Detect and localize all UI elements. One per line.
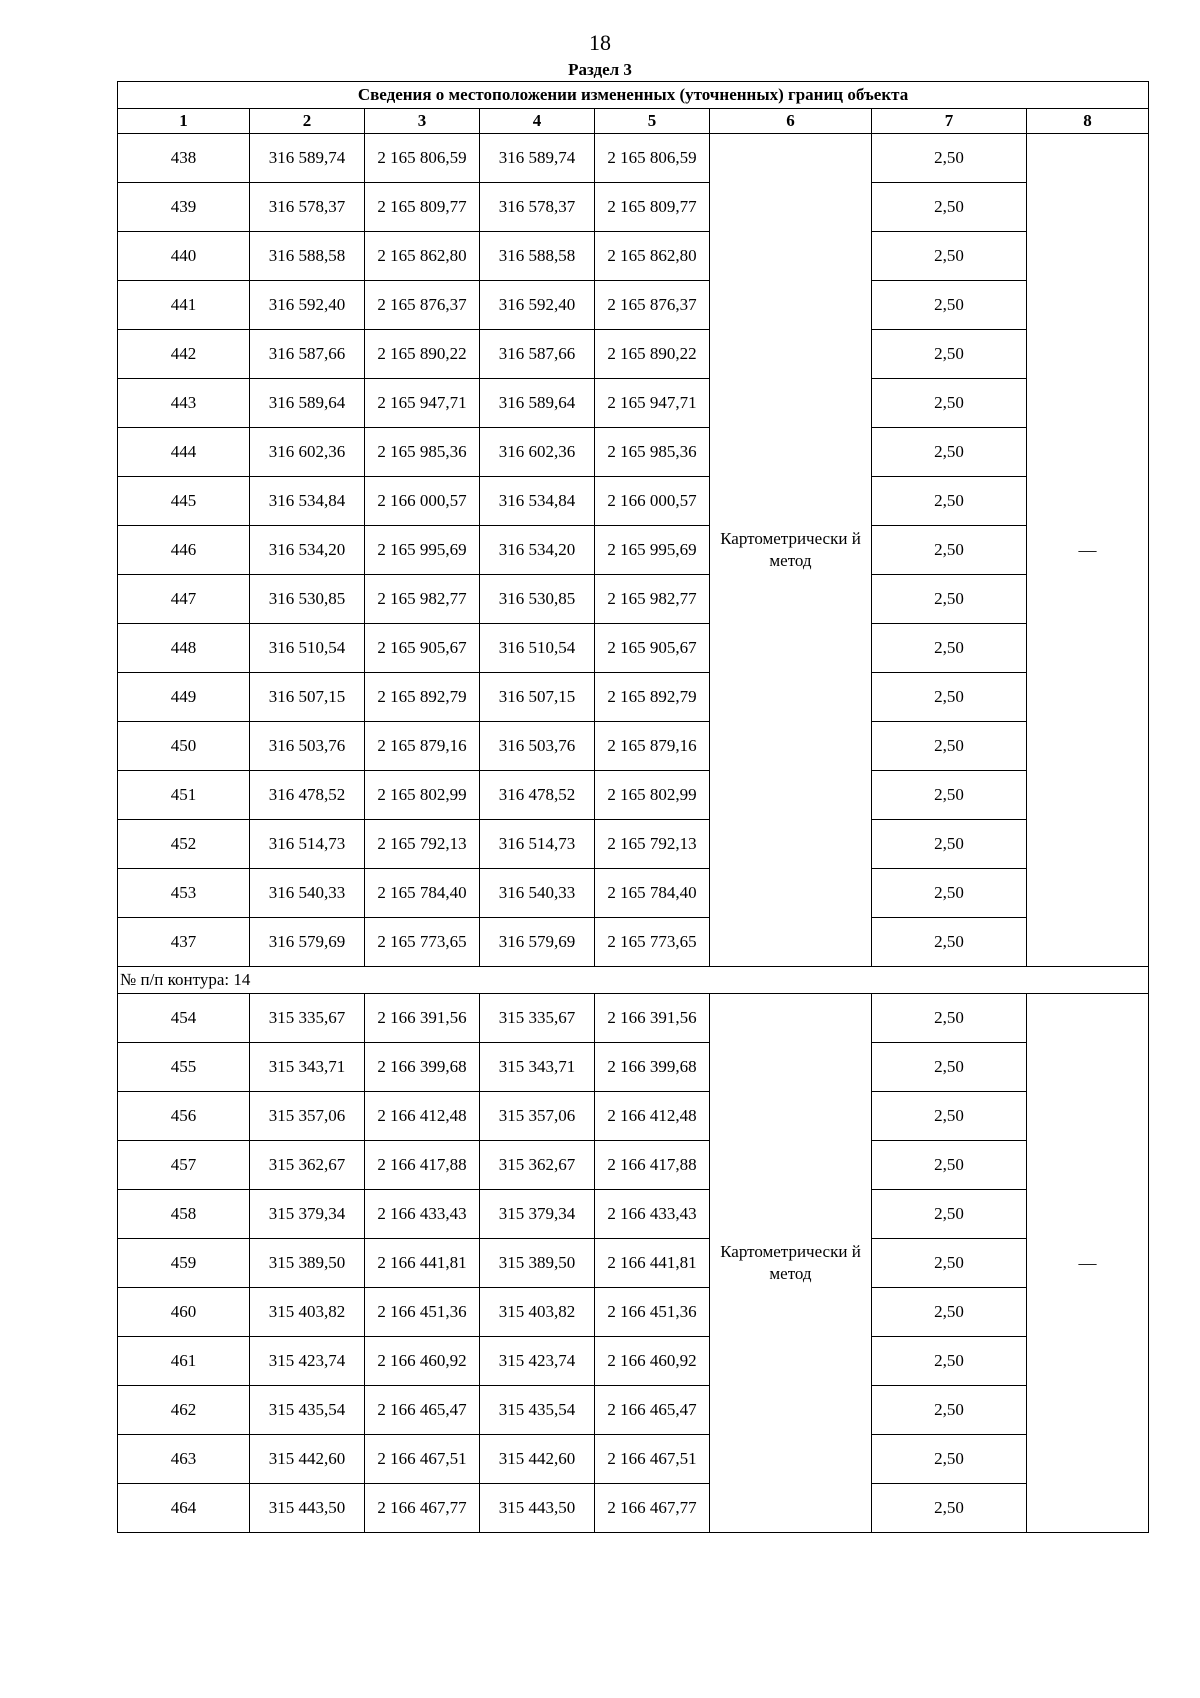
column-number: 3 [365,109,480,134]
y-coordinate-cell: 2 166 412,48 [595,1092,710,1141]
x-coordinate-cell: 315 403,82 [480,1288,595,1337]
y-coordinate-cell: 2 165 995,69 [365,526,480,575]
accuracy-cell: 2,50 [872,624,1027,673]
table-row [118,1435,1149,1484]
table-row [118,232,1149,281]
point-number-cell: 442 [118,330,250,379]
accuracy-cell: 2,50 [872,994,1027,1043]
table-row [118,918,1149,967]
x-coordinate-cell: 316 578,37 [250,183,365,232]
x-coordinate-cell: 316 503,76 [250,722,365,771]
table-row [118,673,1149,722]
table-row [118,526,1149,575]
table-row [118,1484,1149,1533]
y-coordinate-cell: 2 165 784,40 [365,869,480,918]
x-coordinate-cell: 316 540,33 [480,869,595,918]
table-row [118,722,1149,771]
y-coordinate-cell: 2 166 451,36 [365,1288,480,1337]
y-coordinate-cell: 2 165 890,22 [595,330,710,379]
x-coordinate-cell: 316 602,36 [480,428,595,477]
y-coordinate-cell: 2 166 000,57 [595,477,710,526]
x-coordinate-cell: 315 423,74 [480,1337,595,1386]
point-number-cell: 459 [118,1239,250,1288]
x-coordinate-cell: 316 510,54 [480,624,595,673]
x-coordinate-cell: 316 510,54 [250,624,365,673]
column-8-cell: — [1027,994,1149,1533]
x-coordinate-cell: 315 357,06 [480,1092,595,1141]
x-coordinate-cell: 315 442,60 [480,1435,595,1484]
point-number-cell: 464 [118,1484,250,1533]
point-number-cell: 458 [118,1190,250,1239]
x-coordinate-cell: 315 343,71 [480,1043,595,1092]
y-coordinate-cell: 2 165 995,69 [595,526,710,575]
accuracy-cell: 2,50 [872,1386,1027,1435]
x-coordinate-cell: 315 435,54 [250,1386,365,1435]
x-coordinate-cell: 315 442,60 [250,1435,365,1484]
accuracy-cell: 2,50 [872,428,1027,477]
x-coordinate-cell: 316 540,33 [250,869,365,918]
table-row [118,330,1149,379]
y-coordinate-cell: 2 165 947,71 [595,379,710,428]
point-number-cell: 446 [118,526,250,575]
y-coordinate-cell: 2 165 879,16 [365,722,480,771]
table-row [118,994,1149,1043]
point-number-cell: 454 [118,994,250,1043]
table-row [118,869,1149,918]
boundary-coordinates-table [117,81,1149,1533]
x-coordinate-cell: 315 362,67 [480,1141,595,1190]
y-coordinate-cell: 2 166 465,47 [365,1386,480,1435]
point-number-cell: 439 [118,183,250,232]
point-number-cell: 455 [118,1043,250,1092]
y-coordinate-cell: 2 165 890,22 [365,330,480,379]
column-number: 7 [872,109,1027,134]
y-coordinate-cell: 2 165 862,80 [365,232,480,281]
accuracy-cell: 2,50 [872,673,1027,722]
y-coordinate-cell: 2 165 905,67 [365,624,480,673]
x-coordinate-cell: 315 379,34 [480,1190,595,1239]
point-number-cell: 445 [118,477,250,526]
y-coordinate-cell: 2 165 876,37 [365,281,480,330]
y-coordinate-cell: 2 165 892,79 [365,673,480,722]
y-coordinate-cell: 2 166 467,51 [595,1435,710,1484]
x-coordinate-cell: 316 514,73 [480,820,595,869]
point-number-cell: 456 [118,1092,250,1141]
point-number-cell: 437 [118,918,250,967]
x-coordinate-cell: 316 578,37 [480,183,595,232]
y-coordinate-cell: 2 166 441,81 [365,1239,480,1288]
x-coordinate-cell: 315 335,67 [250,994,365,1043]
table-row [118,281,1149,330]
point-number-cell: 463 [118,1435,250,1484]
y-coordinate-cell: 2 166 465,47 [595,1386,710,1435]
x-coordinate-cell: 316 589,74 [250,134,365,183]
y-coordinate-cell: 2 166 467,77 [365,1484,480,1533]
y-coordinate-cell: 2 165 862,80 [595,232,710,281]
y-coordinate-cell: 2 166 412,48 [365,1092,480,1141]
y-coordinate-cell: 2 166 399,68 [595,1043,710,1092]
accuracy-cell: 2,50 [872,477,1027,526]
y-coordinate-cell: 2 165 792,13 [365,820,480,869]
y-coordinate-cell: 2 166 417,88 [365,1141,480,1190]
y-coordinate-cell: 2 165 806,59 [365,134,480,183]
point-number-cell: 438 [118,134,250,183]
x-coordinate-cell: 316 579,69 [480,918,595,967]
table-row [118,1092,1149,1141]
x-coordinate-cell: 316 589,64 [250,379,365,428]
table-row [118,428,1149,477]
y-coordinate-cell: 2 166 460,92 [595,1337,710,1386]
point-number-cell: 462 [118,1386,250,1435]
accuracy-cell: 2,50 [872,379,1027,428]
y-coordinate-cell: 2 165 773,65 [595,918,710,967]
point-number-cell: 460 [118,1288,250,1337]
x-coordinate-cell: 315 335,67 [480,994,595,1043]
table-row [118,1337,1149,1386]
y-coordinate-cell: 2 165 982,77 [365,575,480,624]
x-coordinate-cell: 316 589,64 [480,379,595,428]
table-row [118,379,1149,428]
accuracy-cell: 2,50 [872,1092,1027,1141]
accuracy-cell: 2,50 [872,918,1027,967]
x-coordinate-cell: 315 362,67 [250,1141,365,1190]
y-coordinate-cell: 2 165 784,40 [595,869,710,918]
page-number: 18 [589,30,611,55]
x-coordinate-cell: 316 602,36 [250,428,365,477]
table-row [118,820,1149,869]
x-coordinate-cell: 316 534,20 [480,526,595,575]
point-number-cell: 444 [118,428,250,477]
accuracy-cell: 2,50 [872,1435,1027,1484]
point-number-cell: 461 [118,1337,250,1386]
x-coordinate-cell: 316 534,84 [480,477,595,526]
table-row [118,624,1149,673]
x-coordinate-cell: 315 389,50 [250,1239,365,1288]
point-number-cell: 449 [118,673,250,722]
column-number: 2 [250,109,365,134]
x-coordinate-cell: 316 530,85 [480,575,595,624]
point-number-cell: 457 [118,1141,250,1190]
point-number-cell: 452 [118,820,250,869]
table-body [118,134,1149,1533]
table-row [118,1141,1149,1190]
x-coordinate-cell: 315 443,50 [250,1484,365,1533]
point-number-cell: 451 [118,771,250,820]
accuracy-cell: 2,50 [872,1043,1027,1092]
column-number-row [118,109,1149,134]
point-number-cell: 450 [118,722,250,771]
x-coordinate-cell: 316 534,20 [250,526,365,575]
accuracy-cell: 2,50 [872,1190,1027,1239]
y-coordinate-cell: 2 165 985,36 [595,428,710,477]
y-coordinate-cell: 2 166 391,56 [595,994,710,1043]
y-coordinate-cell: 2 165 879,16 [595,722,710,771]
method-cell: Картометрически й метод [710,994,872,1533]
table-caption: Сведения о местоположении измененных (уточненных) границ объекта [118,82,1149,109]
y-coordinate-cell: 2 165 809,77 [365,183,480,232]
y-coordinate-cell: 2 165 947,71 [365,379,480,428]
column-number: 6 [710,109,872,134]
y-coordinate-cell: 2 165 802,99 [365,771,480,820]
x-coordinate-cell: 316 478,52 [250,771,365,820]
column-number: 5 [595,109,710,134]
table-row [118,1239,1149,1288]
accuracy-cell: 2,50 [872,1239,1027,1288]
y-coordinate-cell: 2 165 773,65 [365,918,480,967]
point-number-cell: 448 [118,624,250,673]
accuracy-cell: 2,50 [872,771,1027,820]
contour-row [118,967,1149,994]
x-coordinate-cell: 315 443,50 [480,1484,595,1533]
accuracy-cell: 2,50 [872,820,1027,869]
accuracy-cell: 2,50 [872,575,1027,624]
table-row [118,134,1149,183]
x-coordinate-cell: 316 514,73 [250,820,365,869]
x-coordinate-cell: 315 357,06 [250,1092,365,1141]
x-coordinate-cell: 316 592,40 [480,281,595,330]
y-coordinate-cell: 2 165 792,13 [595,820,710,869]
method-cell: Картометрически й метод [710,134,872,967]
y-coordinate-cell: 2 166 467,51 [365,1435,480,1484]
y-coordinate-cell: 2 165 802,99 [595,771,710,820]
accuracy-cell: 2,50 [872,722,1027,771]
y-coordinate-cell: 2 165 809,77 [595,183,710,232]
accuracy-cell: 2,50 [872,1484,1027,1533]
point-number-cell: 453 [118,869,250,918]
table-row [118,771,1149,820]
accuracy-cell: 2,50 [872,232,1027,281]
x-coordinate-cell: 315 379,34 [250,1190,365,1239]
x-coordinate-cell: 316 579,69 [250,918,365,967]
y-coordinate-cell: 2 166 433,43 [365,1190,480,1239]
x-coordinate-cell: 316 507,15 [480,673,595,722]
y-coordinate-cell: 2 166 441,81 [595,1239,710,1288]
y-coordinate-cell: 2 165 982,77 [595,575,710,624]
x-coordinate-cell: 316 587,66 [480,330,595,379]
x-coordinate-cell: 315 435,54 [480,1386,595,1435]
x-coordinate-cell: 316 478,52 [480,771,595,820]
y-coordinate-cell: 2 165 892,79 [595,673,710,722]
x-coordinate-cell: 315 389,50 [480,1239,595,1288]
y-coordinate-cell: 2 166 391,56 [365,994,480,1043]
point-number-cell: 440 [118,232,250,281]
column-8-cell: — [1027,134,1149,967]
x-coordinate-cell: 316 589,74 [480,134,595,183]
table-row [118,477,1149,526]
x-coordinate-cell: 315 343,71 [250,1043,365,1092]
accuracy-cell: 2,50 [872,1337,1027,1386]
accuracy-cell: 2,50 [872,281,1027,330]
x-coordinate-cell: 316 503,76 [480,722,595,771]
y-coordinate-cell: 2 166 460,92 [365,1337,480,1386]
y-coordinate-cell: 2 166 433,43 [595,1190,710,1239]
y-coordinate-cell: 2 165 806,59 [595,134,710,183]
y-coordinate-cell: 2 166 451,36 [595,1288,710,1337]
accuracy-cell: 2,50 [872,330,1027,379]
x-coordinate-cell: 315 423,74 [250,1337,365,1386]
table-row [118,1043,1149,1092]
accuracy-cell: 2,50 [872,134,1027,183]
x-coordinate-cell: 316 588,58 [480,232,595,281]
x-coordinate-cell: 316 587,66 [250,330,365,379]
y-coordinate-cell: 2 166 000,57 [365,477,480,526]
y-coordinate-cell: 2 165 985,36 [365,428,480,477]
x-coordinate-cell: 316 534,84 [250,477,365,526]
x-coordinate-cell: 316 507,15 [250,673,365,722]
y-coordinate-cell: 2 166 467,77 [595,1484,710,1533]
y-coordinate-cell: 2 165 905,67 [595,624,710,673]
section-title: Раздел 3 [568,60,632,79]
x-coordinate-cell: 316 530,85 [250,575,365,624]
column-number: 1 [118,109,250,134]
accuracy-cell: 2,50 [872,869,1027,918]
x-coordinate-cell: 315 403,82 [250,1288,365,1337]
table-row [118,1288,1149,1337]
point-number-cell: 447 [118,575,250,624]
table-row [118,1386,1149,1435]
accuracy-cell: 2,50 [872,1288,1027,1337]
contour-label: № п/п контура: 14 [118,967,1149,994]
column-number: 4 [480,109,595,134]
y-coordinate-cell: 2 166 399,68 [365,1043,480,1092]
x-coordinate-cell: 316 588,58 [250,232,365,281]
table-row [118,575,1149,624]
point-number-cell: 443 [118,379,250,428]
x-coordinate-cell: 316 592,40 [250,281,365,330]
accuracy-cell: 2,50 [872,183,1027,232]
y-coordinate-cell: 2 165 876,37 [595,281,710,330]
table-row [118,1190,1149,1239]
column-number: 8 [1027,109,1149,134]
accuracy-cell: 2,50 [872,1141,1027,1190]
table-row [118,183,1149,232]
point-number-cell: 441 [118,281,250,330]
accuracy-cell: 2,50 [872,526,1027,575]
y-coordinate-cell: 2 166 417,88 [595,1141,710,1190]
